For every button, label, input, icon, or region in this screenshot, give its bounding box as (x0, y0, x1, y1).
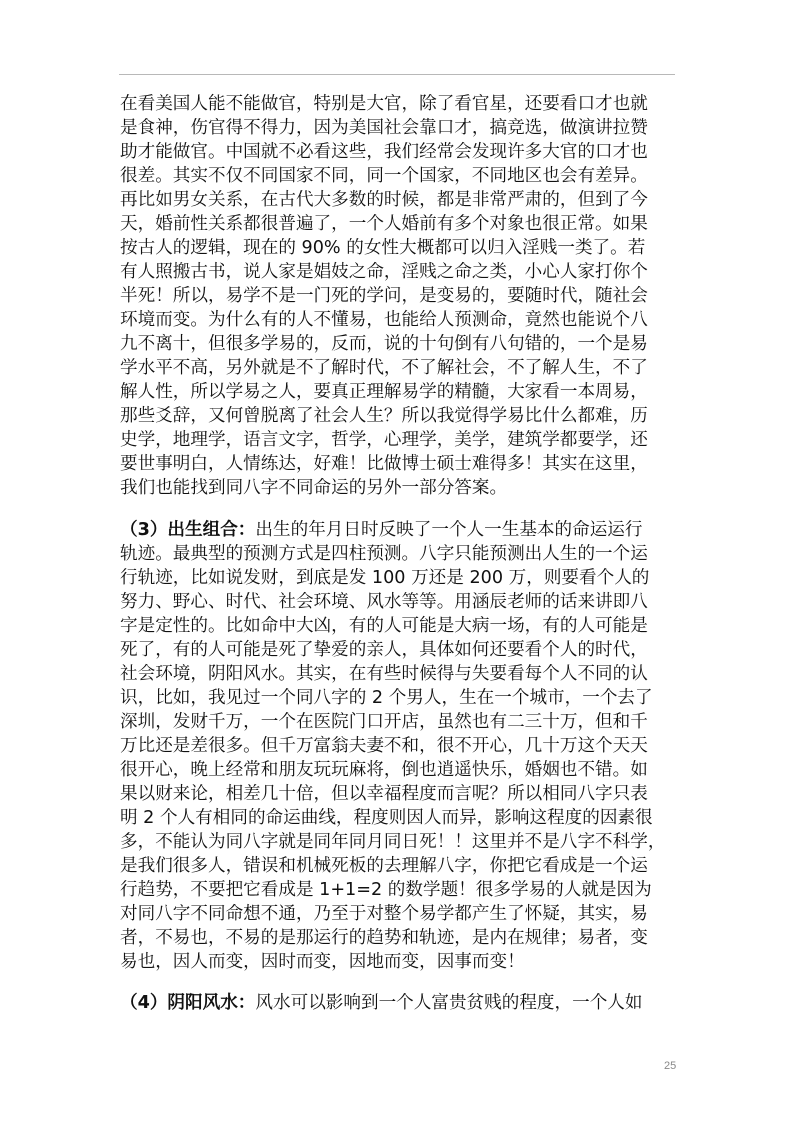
text-line: 天，婚前性关系都很普遍了，一个人婚前有多个对象也很正常。如果 (120, 214, 648, 234)
section-3-first-line-text: 出生的年月日时反映了一个人一生基本的命运运行 (255, 520, 643, 540)
text-line: 字是定性的。比如命中大凶，有的人可能是大病一场，有的人可能是 (120, 616, 648, 636)
text-line: 环境而变。为什么有的人不懂易，也能给人预测命，竟然也能说个八 (120, 310, 648, 330)
text-line: 果以财来论，相差几十倍，但以幸福程度而言呢？所以相同八字只表 (120, 784, 648, 804)
text-line: 努力、野心、时代、社会环境、风水等等。用涵辰老师的话来讲即八 (120, 592, 648, 612)
text-line: 是食神，伤官得不得力，因为美国社会靠口才，搞竞选，做演讲拉赞 (120, 118, 648, 138)
text-line: 易也，因人而变，因时而变，因地而变，因事而变！ (120, 952, 525, 972)
text-line: 我们也能找到同八字不同命运的另外一部分答案。 (120, 478, 508, 498)
text-line: 有人照搬古书，说人家是娼妓之命，淫贱之命之类，小心人家打你个 (120, 262, 648, 282)
text-line: 者，不易也，不易的是那运行的趋势和轨迹，是内在规律；易者，变 (120, 928, 648, 948)
text-line: 很差。其实不仅不同国家不同，同一个国家，不同地区也会有差异。 (120, 166, 648, 186)
text-line: 按古人的逻辑，现在的 90% 的女性大概都可以归入淫贱一类了。若 (120, 238, 646, 258)
text-line: 轨迹。最典型的预测方式是四柱预测。八字只能预测出人生的一个运 (120, 544, 648, 564)
text-line: 九不离十，但很多学易的，反而，说的十句倒有八句错的，一个是易 (120, 334, 648, 354)
section-4-first-line-text: 风水可以影响到一个人富贵贫贱的程度，一个人如 (255, 993, 643, 1013)
section-4-heading: （4）阴阳风水： (120, 993, 256, 1013)
page-number: 25 (664, 1060, 677, 1072)
text-line: 死了，有的人可能是死了挚爱的亲人，具体如何还要看个人的时代， (120, 640, 648, 660)
text-line: 万比还是差很多。但千万富翁夫妻不和，很不开心，几十万这个天天 (120, 736, 648, 756)
text-line: 很开心，晚上经常和朋友玩玩麻将，倒也逍遥快乐，婚姻也不错。如 (120, 760, 648, 780)
section-4-first-line (120, 991, 680, 1015)
text-line: 社会环境，阴阳风水。其实，在有些时候得与失要看每个人不同的认 (120, 664, 648, 684)
text-line: 行轨迹，比如说发财，到底是发 100 万还是 200 万，则要看个人的 (120, 568, 650, 588)
text-line: 半死！所以，易学不是一门死的学问，是变易的，要随时代，随社会 (120, 286, 648, 306)
text-line: 要世事明白，人情练达，好难！比做博士硕士难得多！其实在这里， (120, 454, 648, 474)
text-line: 那些爻辞，又何曾脱离了社会人生？所以我觉得学易比什么都难，历 (120, 406, 648, 426)
text-line: 是我们很多人，错误和机械死板的去理解八字，你把它看成是一个运 (120, 856, 648, 876)
section-3-first-line (120, 518, 680, 542)
text-line: 助才能做官。中国就不必看这些，我们经常会发现许多大官的口才也 (120, 142, 648, 162)
text-line: 多，不能认为同八字就是同年同月同日死！！这里并不是八字不科学， (120, 832, 666, 852)
header-rule (119, 74, 675, 75)
text-line: 再比如男女关系，在古代大多数的时候，都是非常严肃的，但到了今 (120, 190, 648, 210)
text-line: 明 2 个人有相同的命运曲线，程度则因人而异，影响这程度的因素很 (120, 808, 653, 828)
section-3-birth-combination (120, 518, 680, 974)
paragraph-1 (120, 92, 680, 500)
text-line: 解人性，所以学易之人，要真正理解易学的精髓，大家看一本周易， (120, 382, 648, 402)
text-line: 学水平不高，另外就是不了解时代，不了解社会，不了解人生，不了 (120, 358, 648, 378)
text-line: 深圳，发财千万，一个在医院门口开店，虽然也有二三十万，但和千 (120, 712, 648, 732)
section-3-heading: （3）出生组合： (120, 520, 256, 540)
text-line: 行趋势，不要把它看成是 1+1=2 的数学题！很多学易的人就是因为 (120, 880, 652, 900)
text-line: 对同八字不同命想不通，乃至于对整个易学都产生了怀疑，其实，易 (120, 904, 648, 924)
text-line: 史学，地理学，语言文字，哲学，心理学，美学，建筑学都要学，还 (120, 430, 648, 450)
text-line: 识，比如，我见过一个同八字的 2 个男人，生在一个城市，一个去了 (120, 688, 653, 708)
text-line: 在看美国人能不能做官，特别是大官，除了看官星，还要看口才也就 (120, 94, 648, 114)
section-4-yin-yang-fengshui (120, 991, 680, 1015)
